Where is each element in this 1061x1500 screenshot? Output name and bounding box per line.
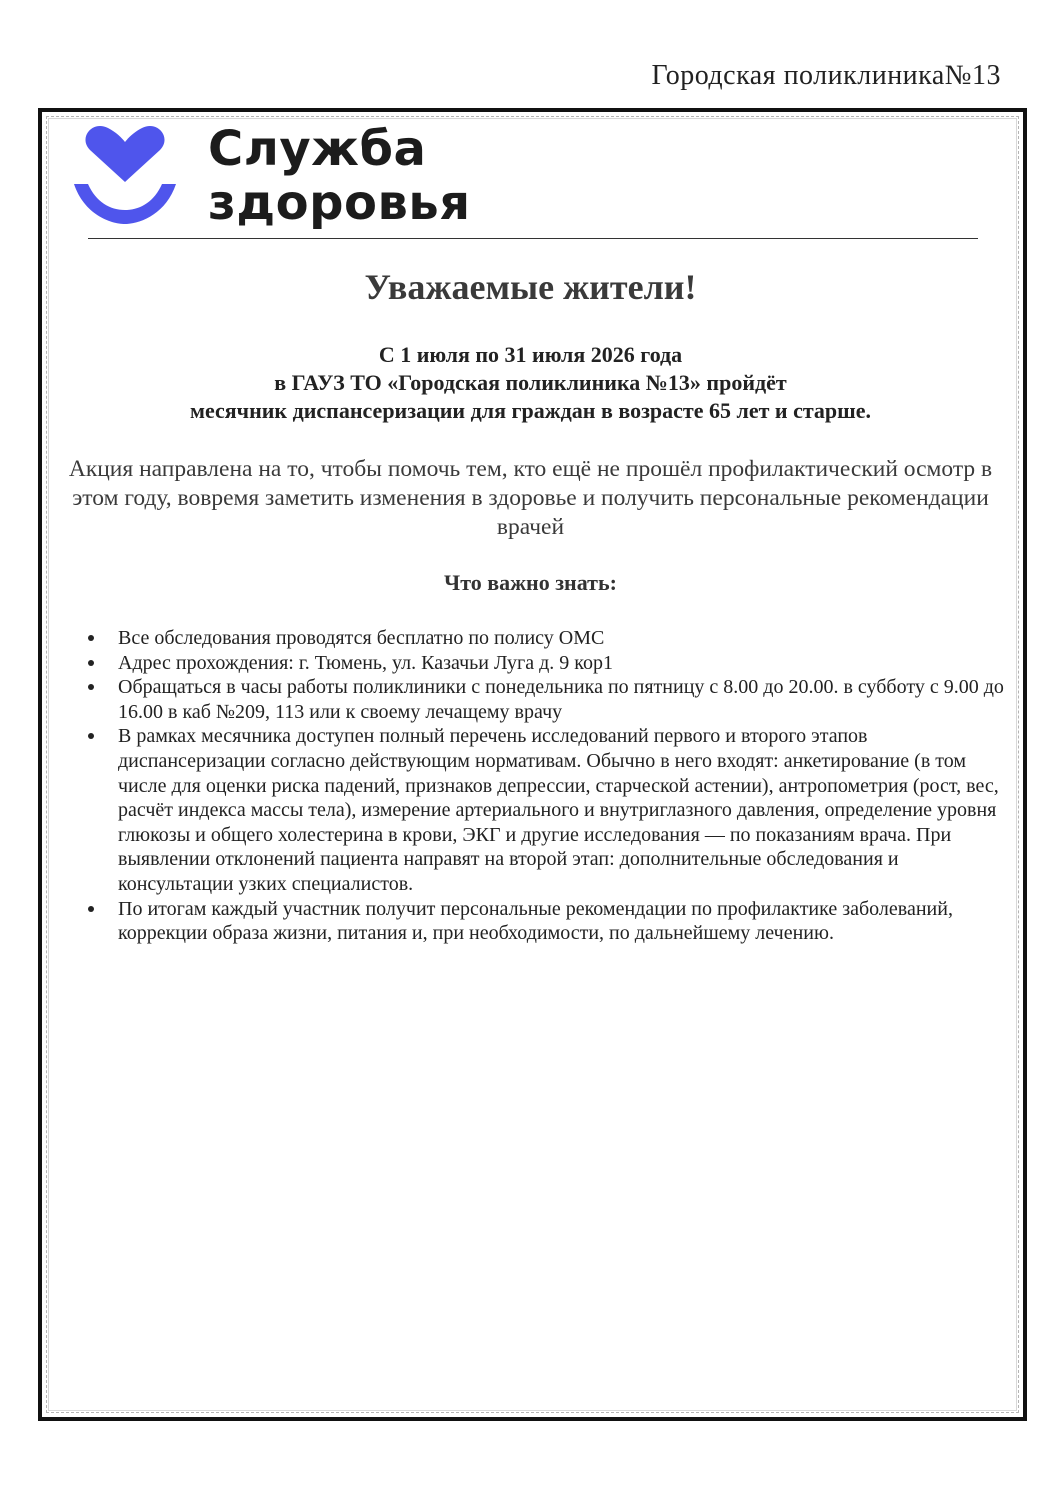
section-subtitle: Что важно знать: [444,570,617,595]
list-item [118,626,1010,651]
intro-paragraph: Акция направлена на то, чтобы помочь тем, кто ещё не прошёл профилактический осмотр в этом году, вовремя заметить изменения в здоровье и получить персональные рекомендации врачей [68,456,993,540]
list-item-text: В рамках месячника доступен полный перечень исследований первого и второго этапов диспансеризации согласно действующим нормативам. Обычно в него входят: анкетирование (в том числе для оценки риска падений, признаков депрессии, старческой астении), антропометрия (рост, вес, расчёт индекса массы тела), измерение артериального и внутриглазного давления, определение уровня глюкозы и общего холестерина в крови, ЭКГ и другие исследования — по показаниям врача. При выявлении отклонений пациента направят на второй этап: дополнительные обследования и консультации узких специалистов. [118,725,999,895]
list-item [118,897,1010,946]
announcement [40,341,1021,425]
service-logo [70,122,510,234]
info-list [118,626,1010,946]
bullet-icon [88,660,94,666]
logo-line-2: здоровья [208,175,471,231]
announcement-target: месячник диспансеризации для граждан в возрасте 65 лет и старше. [189,398,871,423]
list-item-text: Адрес прохождения: г. Тюмень, ул. Казачьи Луга д. 9 кор1 [118,651,613,674]
logo-divider [88,238,978,239]
logo-text [208,122,471,230]
list-item [118,675,1010,724]
announcement-place: в ГАУЗ ТО «Городская поликлиника №13» пройдёт [274,370,787,395]
list-item-text: Все обследования проводятся бесплатно по полису ОМС [118,627,605,649]
announcement-dates: С 1 июля по 31 июля 2026 года [378,342,683,367]
list-item [118,651,1010,676]
organization-header: Городская поликлиника№13 [651,60,1001,91]
bullet-icon [88,635,94,641]
list-item-text: По итогам каждый участник получит персональные рекомендации по профилактике заболеваний, коррекции образа жизни, питания и, при необходимости, по дальнейшему лечению. [118,897,953,945]
list-item [118,724,1010,896]
bullet-icon [88,906,94,912]
list-item-text: Обращаться в часы работы поликлиники с понедельника по пятницу с 8.00 до 20.00. в субботу с 9.00 до 16.00 в каб №209, 113 или к своему лечащему врачу [118,676,1004,723]
page-title: Уважаемые жители! [364,267,697,307]
heart-smile-icon [70,122,180,232]
logo-line-1: Служба [208,121,427,177]
